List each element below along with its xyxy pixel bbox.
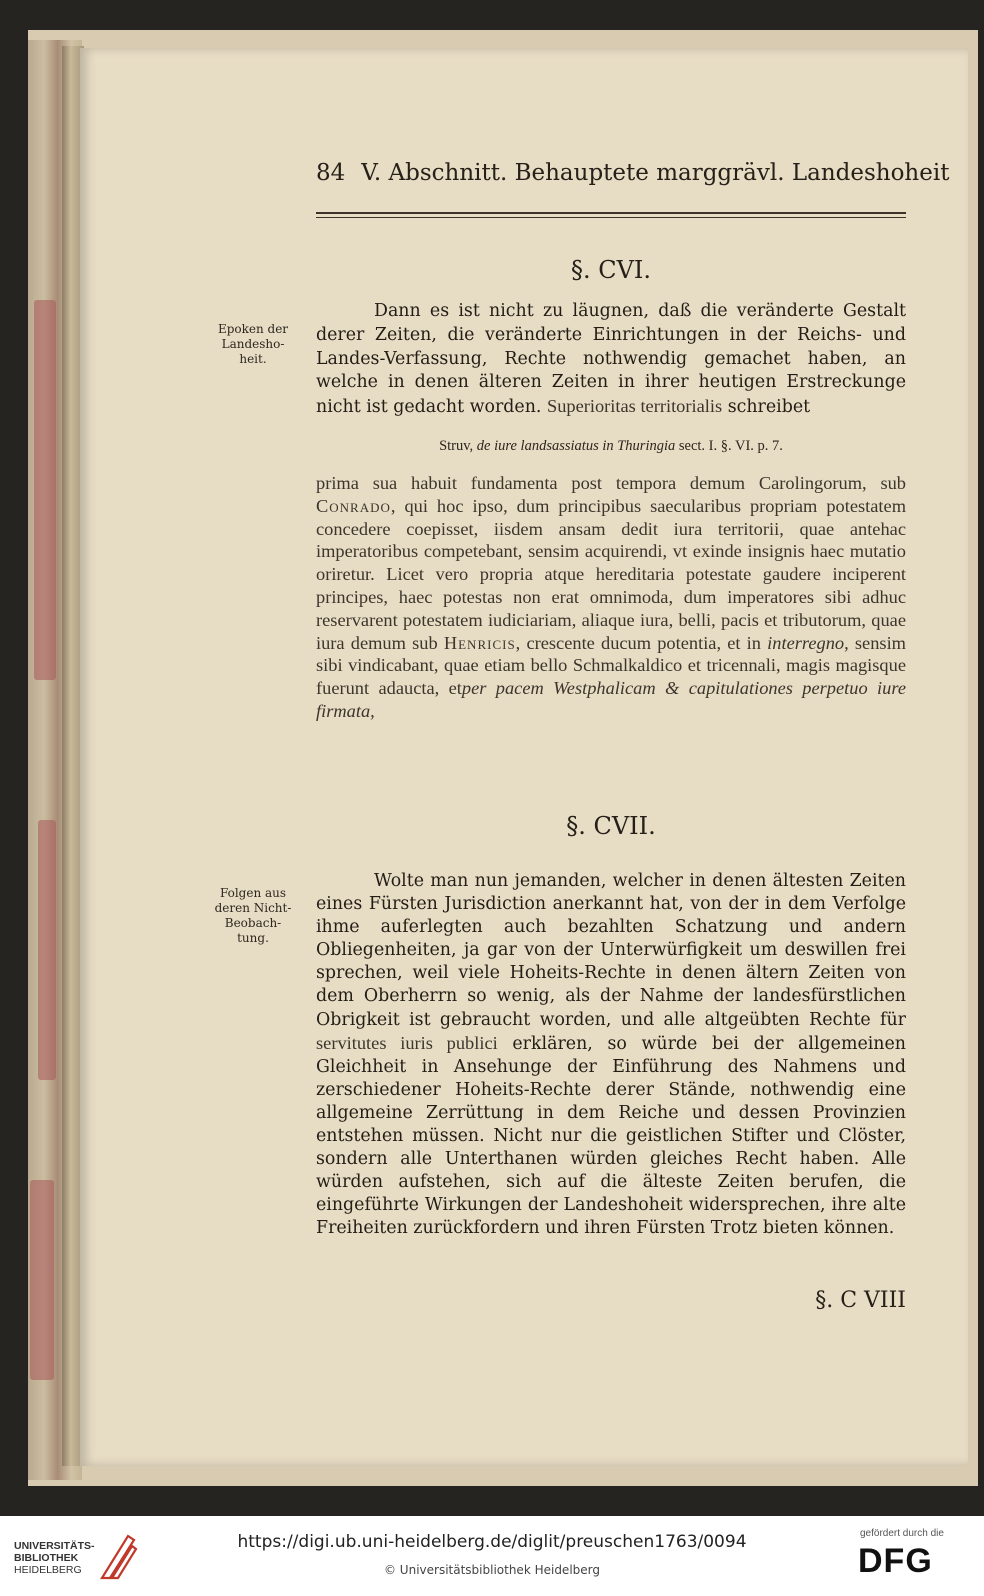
running-header (316, 160, 950, 200)
latin-name-henricis: Henricis (443, 632, 516, 653)
running-title: V. Abschnitt. Behauptete marggrävl. Landeshoheit (361, 160, 950, 186)
latin-italic-closing: per pacem Westphalicam & capitulationes perpetuo iure firmata, (316, 678, 906, 721)
latin-name-conrado: Conrado (316, 495, 391, 516)
citation-reference: sect. I. §. VI. p. 7. (678, 438, 783, 454)
binding-stain (34, 300, 56, 680)
library-name-line: BIBLIOTHEK (14, 1552, 79, 1564)
catchword: §. C VIII (815, 1288, 906, 1313)
citation-struv (316, 438, 906, 455)
header-rule-thick (316, 212, 906, 214)
header-rule-thin (316, 217, 906, 218)
copyright-notice: © Universitätsbibliothek Heidelberg (383, 1563, 600, 1577)
binding-stain (38, 820, 56, 1080)
paragraph-106-text: Dann es ist nicht zu läugnen, daß die veränderte Gestalt derer Zeiten, die veränderte Einrichtungen in der Reichs- und Landes-Verfassung, Rechte nothwendig gemachet haben, an welche in denen älteren Zeiten in ihrer heutigen Erstreckunge nicht ist gedacht worden. (316, 301, 906, 418)
latin-text: , crescente ducum potentia, et in (515, 632, 761, 653)
binding-stain (30, 1180, 54, 1380)
funding-caption: gefördert durch die (860, 1528, 944, 1539)
library-logo-text (14, 1540, 95, 1576)
viewer-footer (0, 1516, 984, 1596)
latin-interregno: interregno (767, 632, 845, 653)
margin-note-107: Folgen aus deren Nicht-Beobach-tung. (214, 886, 292, 945)
page-url-link[interactable]: https://digi.ub.uni-heidelberg.de/diglit/preuschen1763/0094 (237, 1532, 747, 1552)
paragraph-107-text-end: erklären, so würde bei der allgemeinen Gleichheit in Ansehunge der Einführung des Nahmens und zerschiedener Hoheits-Rechte derer Stände, nothwendig eine allgemeine Zerrüttung in dem Reiche und dessen Provinzien entstehen müssen. Nicht nur die geistlichen Stifter und Clöster, sondern alle Unterthanen würden gleiches Recht haben. Alle würden aufstehen, sich auf die älteste Zeiten berufen, die eingeführte Wirkungen der Landeshoheit widersprechen, ihre alte Freiheiten zurückfordern und ihren Fürsten Trotz bieten können. (316, 1033, 906, 1239)
library-logo-icon (98, 1530, 138, 1582)
paragraph-106-end: schreibet (727, 397, 811, 418)
page-number: 84 (316, 160, 346, 186)
margin-note-106: Epoken der Landesho-heit. (217, 322, 289, 366)
latin-text: , qui hoc ipso, dum principibus saecularibus propriam potestatem concedere coepisset, iisdem ansam dedit iura territorii, quae antehac imperatoribus competebant, sensim acquirendi, vt exinde insignis haec mutatio oriretur. Licet vero propria atque hereditaria potestate gaudere inciperent principes, haec potestas non erat omnimoda, dum imperatores sibi adhuc reservarent potestatem iudiciariam, aliaque iura, belli, pacis et tributorum, quae iura demum sub (316, 495, 906, 653)
paragraph-106-latin-quote (316, 472, 906, 723)
book-page (80, 48, 968, 1466)
library-name-line: HEIDELBERG (14, 1564, 82, 1576)
paragraph-106-german (316, 300, 906, 420)
citation-work: de iure landsassiatus in Thuringia (476, 438, 676, 454)
section-heading-107: §. CVII. (566, 812, 656, 840)
latin-text: prima sua habuit fundamenta post tempora demum Carolingorum, sub (316, 473, 906, 493)
section-heading-106: §. CVI. (570, 256, 652, 284)
latin-phrase: Superioritas territorialis (546, 396, 723, 417)
latin-text: , sensim sibi vindicabant, quae etiam bello Schmalkaldico et tricennali, magis magisque fuerunt adaucta, et (316, 632, 906, 699)
paragraph-107-text: Wolte man nun jemanden, welcher in denen ältesten Zeiten eines Fürsten Jurisdiction anerkannt hat, von der in dem Verfolge ihme auferlegten auch bezahlten Schatzung und andern Obliegenheiten, ja gar von der Unterwürfigkeit um deswillen frei sprechen, weil viele Hoheits-Rechte in denen ältern Zeiten von dem Oberherrn so wenig, als der Nahme der landesfürstlichen Obrigkeit ist gebraucht worden, und alle altgeübten Rechte für (316, 871, 906, 1030)
library-name-line: UNIVERSITÄTS- (14, 1540, 95, 1552)
citation-author: Struv, (439, 438, 474, 454)
paragraph-107-german (316, 870, 906, 1241)
dfg-logo: DFG (858, 1542, 933, 1580)
latin-phrase: servitutes iuris publici (316, 1032, 498, 1053)
